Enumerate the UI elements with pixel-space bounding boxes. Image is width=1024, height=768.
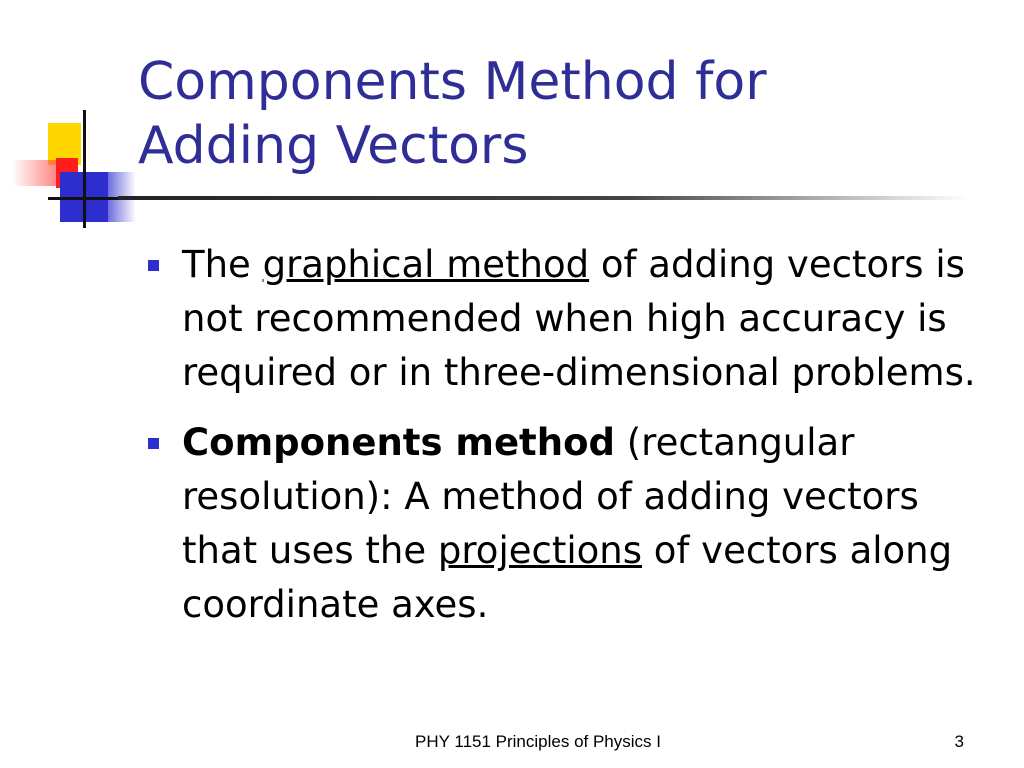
logo-vertical-line (83, 110, 86, 228)
bullet-2-underlined-term: projections (437, 529, 642, 572)
bullet-item-2 (140, 416, 1000, 632)
slide-title (138, 50, 938, 178)
decorative-logo (0, 100, 140, 240)
bullet-2-text-1: (rectangular resolution): A method of adding vectors that uses the (182, 421, 919, 572)
bullet-list (140, 238, 1000, 648)
slide-title-line-1: Components Method for (138, 52, 767, 112)
slide-number: 3 (954, 732, 964, 751)
bullet-1-text: of adding vectors is not recommended when high accuracy is required or in three-dimensional problems. (182, 243, 976, 394)
title-divider (118, 196, 968, 200)
square-bullet-icon (148, 260, 159, 271)
bullet-2-text-2: of vectors along coordinate axes. (182, 529, 953, 626)
bullet-1-prefix: The (182, 243, 263, 286)
logo-horizontal-line (48, 197, 118, 200)
square-bullet-icon (148, 438, 159, 449)
bullet-2-bold-term: Components method (182, 421, 615, 464)
bullet-1-underlined-term: graphical method (262, 243, 590, 286)
footer-course-title: PHY 1151 Principles of Physics I (415, 732, 661, 751)
slide-title-line-2: Adding Vectors (138, 116, 529, 176)
bullet-item-1 (140, 238, 1000, 400)
